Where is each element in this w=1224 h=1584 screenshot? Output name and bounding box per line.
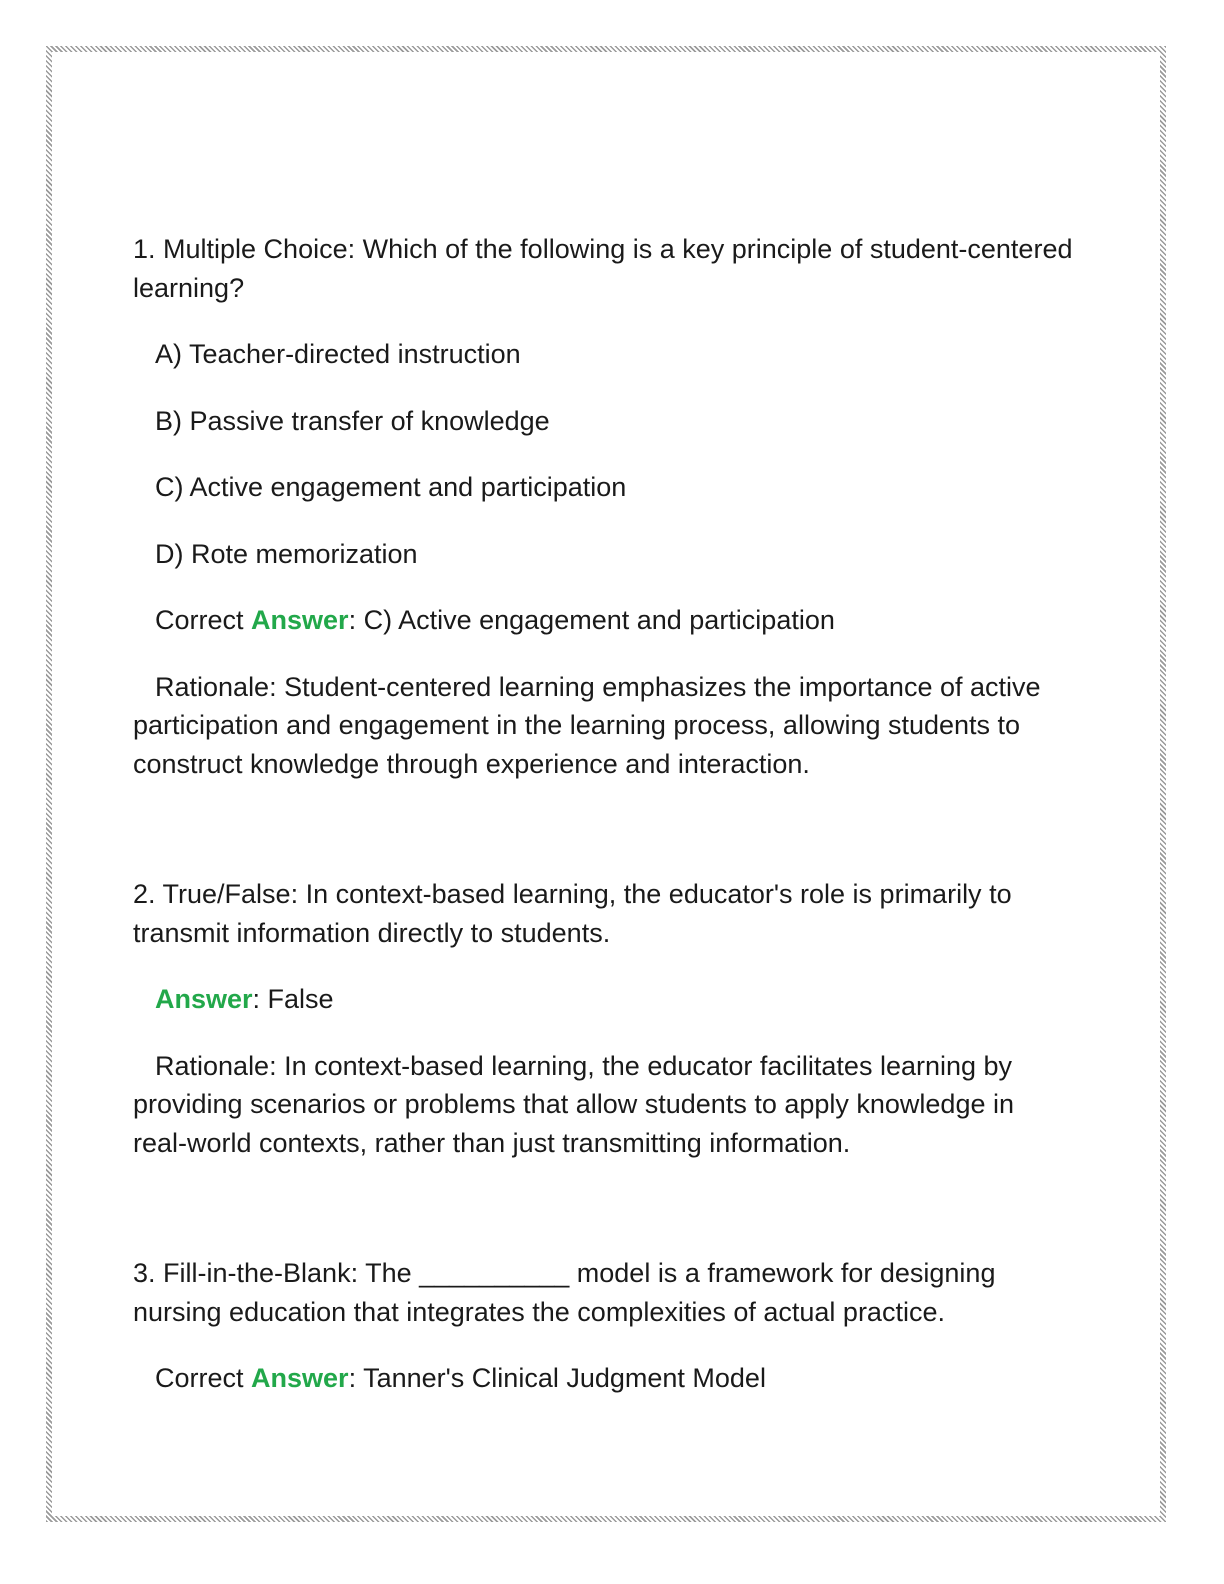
answer-value: : False — [252, 984, 334, 1014]
question-1-option-b: B) Passive transfer of knowledge — [155, 405, 550, 436]
question-1-block — [133, 230, 1073, 783]
answer-label: Answer — [155, 984, 253, 1014]
question-1-option-c: C) Active engagement and participation — [155, 472, 627, 502]
question-2-rationale: Rationale: In context-based learning, the educator facilitates learning by providing scenarios or problems that allow students to apply knowledge in real-world contexts, rather than just transmitting information. — [133, 1050, 1014, 1158]
answer-prefix: Correct — [155, 605, 252, 635]
answer-prefix: Correct — [155, 1363, 252, 1393]
question-3-answer — [133, 1359, 1073, 1398]
document-content — [133, 230, 1073, 1398]
question-1-text: 1. Multiple Choice: Which of the following is a key principle of student-centered learning? — [133, 234, 1073, 303]
question-2-block — [133, 875, 1073, 1162]
question-2-answer — [133, 980, 1073, 1019]
question-1-rationale: Rationale: Student-centered learning emphasizes the importance of active participation and engagement in the learning process, allowing students to construct knowledge through experience and interaction. — [133, 671, 1041, 779]
answer-label: Answer — [251, 605, 349, 635]
question-2-text: 2. True/False: In context-based learning, the educator's role is primarily to transmit information directly to students. — [133, 879, 1012, 948]
question-1-answer — [133, 601, 1073, 640]
answer-label: Answer — [251, 1363, 349, 1393]
answer-value: : C) Active engagement and participation — [348, 605, 835, 635]
question-3-text: 3. Fill-in-the-Blank: The __________ model is a framework for designing nursing education that integrates the complexities of actual practice. — [133, 1258, 996, 1327]
question-1-option-d: D) Rote memorization — [155, 538, 418, 569]
question-3-block — [133, 1254, 1073, 1398]
answer-value: : Tanner's Clinical Judgment Model — [348, 1363, 766, 1393]
question-1-option-a: A) Teacher-directed instruction — [155, 339, 521, 369]
